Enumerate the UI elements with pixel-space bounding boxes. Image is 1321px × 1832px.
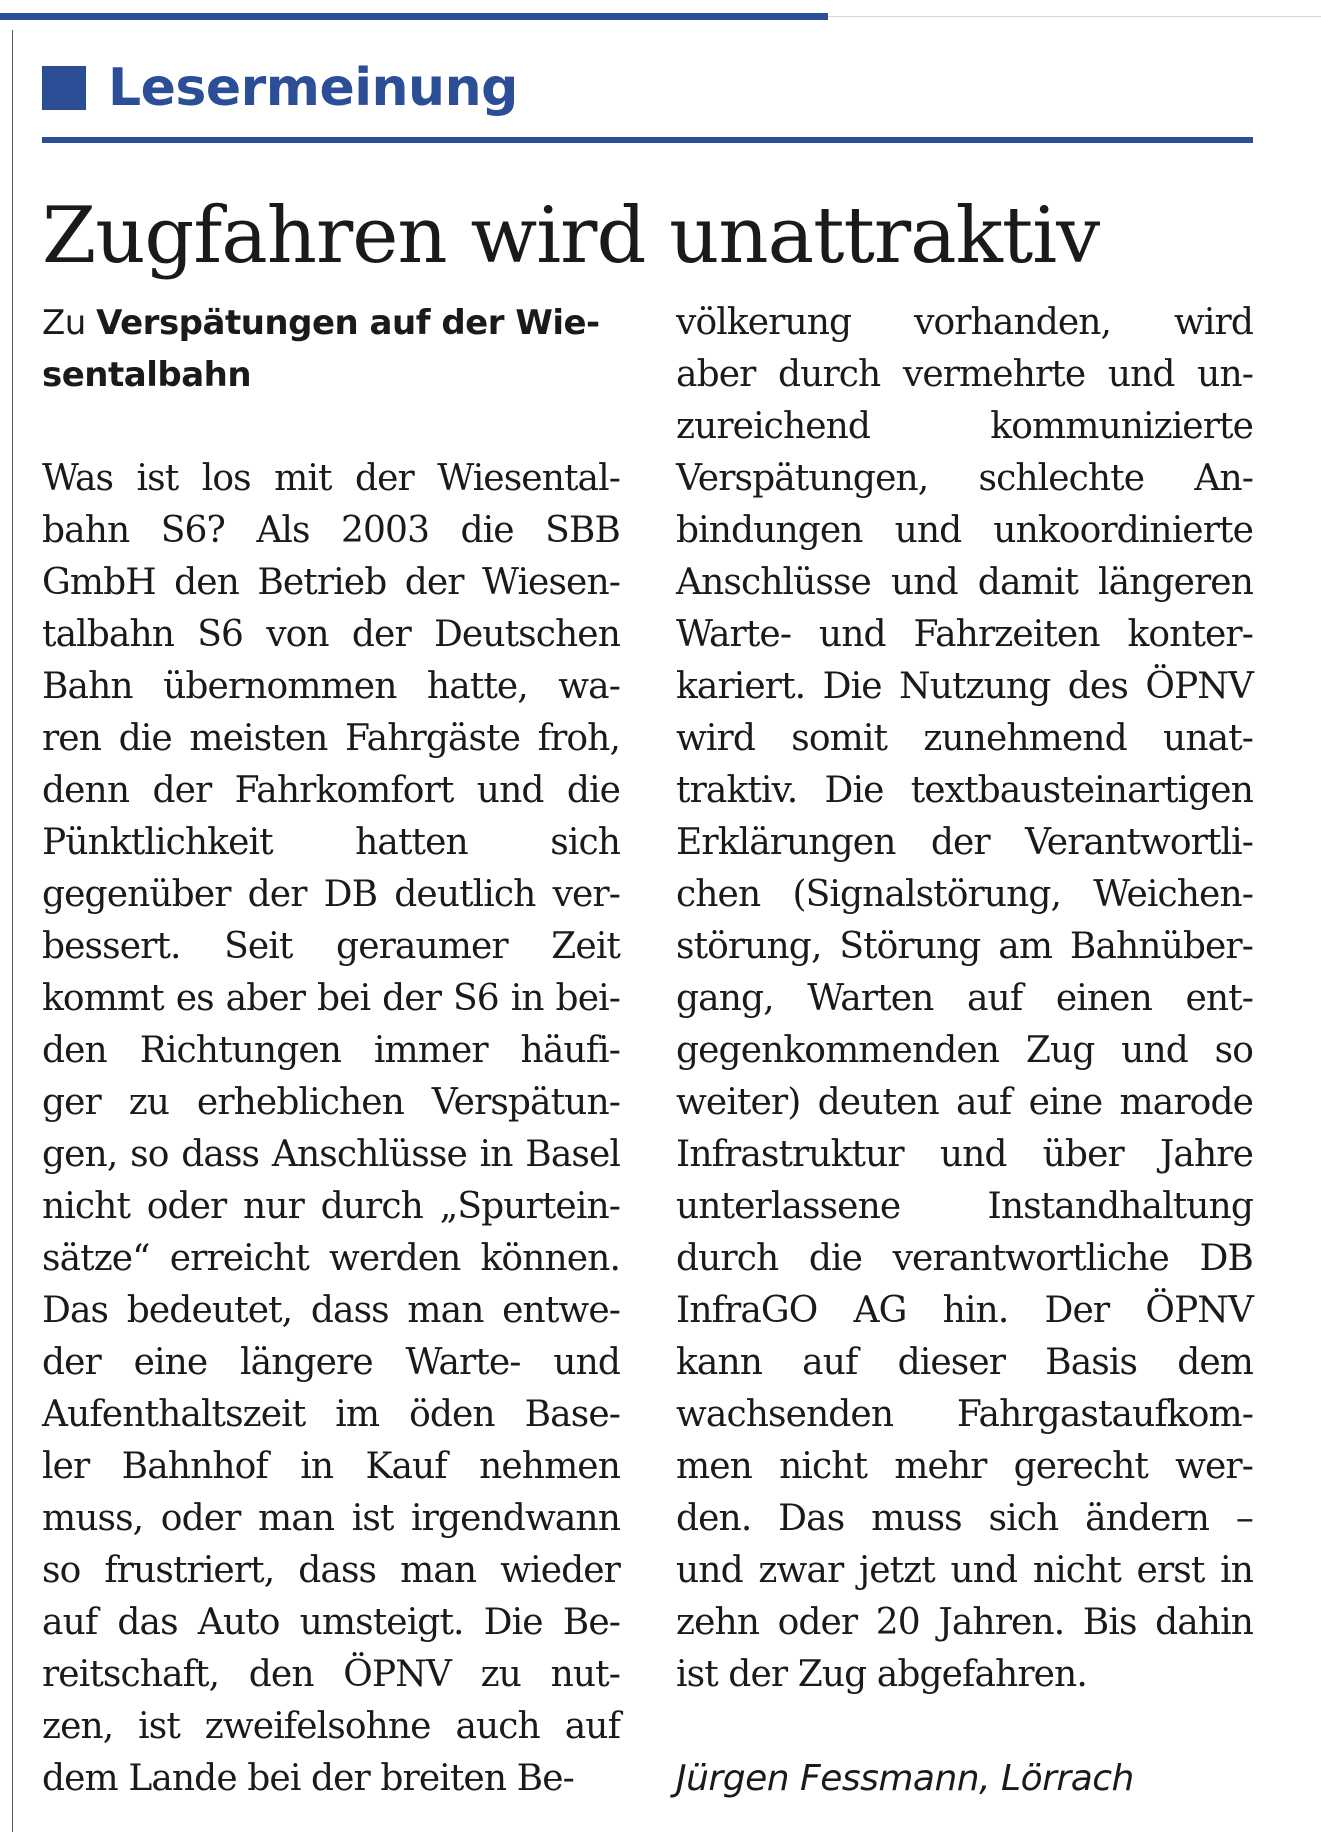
section-rubric bbox=[42, 48, 518, 128]
body-text-line: auf das Auto umsteigt. Die Be- bbox=[42, 1602, 620, 1643]
body-text-line: Verspätungen, schlechte An- bbox=[676, 458, 1253, 499]
body-text-line: bahn S6? Als 2003 die SBB bbox=[42, 510, 620, 551]
body-text-line: Erklärungen der Verantwortli- bbox=[676, 822, 1253, 863]
top-hairline bbox=[828, 16, 1321, 17]
article-subhead bbox=[42, 297, 620, 401]
body-text-line: wachsenden Fahrgastaufkom- bbox=[676, 1394, 1253, 1435]
article-body-right bbox=[676, 297, 1253, 1701]
body-text-line: Warte- und Fahrzeiten konter- bbox=[676, 614, 1253, 655]
article-headline: Zugfahren wird unattraktiv bbox=[42, 191, 1100, 281]
body-text-line: GmbH den Betrieb der Wiesen- bbox=[42, 562, 620, 603]
body-text-line: Bahn übernommen hatte, wa- bbox=[42, 666, 620, 707]
body-text-line: völkerung vorhanden, wird bbox=[676, 302, 1253, 343]
body-text-line: bessert. Seit geraumer Zeit bbox=[42, 926, 620, 967]
body-text-line: der eine längere Warte- und bbox=[42, 1342, 620, 1383]
body-text-line: gang, Warten auf einen ent- bbox=[676, 978, 1253, 1019]
body-text-line: Infrastruktur und über Jahre bbox=[676, 1134, 1253, 1175]
rubric-label: Lesermeinung bbox=[108, 58, 518, 118]
body-text-line: Das bedeutet, dass man entwe- bbox=[42, 1290, 620, 1331]
body-text-line: störung, Störung am Bahnüber- bbox=[676, 926, 1253, 967]
rubric-square-icon bbox=[42, 66, 86, 110]
body-text-line: so frustriert, dass man wieder bbox=[42, 1550, 620, 1591]
body-text-line: ist der Zug abgefahren. bbox=[676, 1654, 1087, 1695]
body-text-line: ren die meisten Fahrgäste froh, bbox=[42, 718, 620, 759]
article-author: Jürgen Fessmann, Lörrach bbox=[676, 1758, 1134, 1799]
body-text-line: kommt es aber bei der S6 in bei- bbox=[42, 978, 620, 1019]
body-text-line: Anschlüsse und damit längeren bbox=[676, 562, 1253, 603]
body-text-line: Pünktlichkeit hatten sich bbox=[42, 822, 620, 863]
body-text-line: aber durch vermehrte und un- bbox=[676, 354, 1253, 395]
body-text-line: unterlassene Instandhaltung bbox=[676, 1186, 1253, 1227]
body-text-line: zehn oder 20 Jahren. Bis dahin bbox=[676, 1602, 1253, 1643]
body-text-line: weiter) deuten auf eine marode bbox=[676, 1082, 1253, 1123]
body-text-line: gegenkommenden Zug und so bbox=[676, 1030, 1253, 1071]
body-text-line: und zwar jetzt und nicht erst in bbox=[676, 1550, 1253, 1591]
body-text-line: gen, so dass Anschlüsse in Basel bbox=[42, 1134, 620, 1175]
subhead-topic: Verspätungen auf der Wie- bbox=[96, 303, 600, 343]
body-text-line: den. Das muss sich ändern – bbox=[676, 1498, 1253, 1539]
body-text-line: nicht oder nur durch „Spurtein- bbox=[42, 1186, 620, 1227]
body-text-line: reitschaft, den ÖPNV zu nut- bbox=[42, 1654, 620, 1695]
body-text-line: men nicht mehr gerecht wer- bbox=[676, 1446, 1253, 1487]
body-text-line: ger zu erheblichen Verspätun- bbox=[42, 1082, 620, 1123]
body-text-line: chen (Signalstörung, Weichen- bbox=[676, 874, 1253, 915]
body-text-line: bindungen und unkoordinierte bbox=[676, 510, 1253, 551]
article-column-left bbox=[42, 297, 620, 1805]
body-text-line: talbahn S6 von der Deutschen bbox=[42, 614, 620, 655]
body-text-line: kann auf dieser Basis dem bbox=[676, 1342, 1253, 1383]
top-rule bbox=[0, 13, 828, 20]
body-text-line: durch die verantwortliche DB bbox=[676, 1238, 1253, 1279]
body-text-line: kariert. Die Nutzung des ÖPNV bbox=[676, 666, 1253, 707]
article-column-right bbox=[676, 297, 1253, 1805]
body-text-line: gegenüber der DB deutlich ver- bbox=[42, 874, 620, 915]
body-text-line: ler Bahnhof in Kauf nehmen bbox=[42, 1446, 620, 1487]
body-text-line: muss, oder man ist irgendwann bbox=[42, 1498, 620, 1539]
body-text-line: traktiv. Die textbausteinartigen bbox=[676, 770, 1253, 811]
article-body-left bbox=[42, 453, 620, 1805]
body-text-line: Was ist los mit der Wiesental- bbox=[42, 458, 620, 499]
body-text-line: dem Lande bei der breiten Be- bbox=[42, 1758, 574, 1799]
rubric-underline bbox=[42, 137, 1253, 143]
body-text-line: sätze“ erreicht werden können. bbox=[42, 1238, 620, 1279]
body-text-line: zen, ist zweifelsohne auch auf bbox=[42, 1706, 620, 1747]
body-text-line: Aufenthaltszeit im öden Base- bbox=[42, 1394, 620, 1435]
body-text-line: den Richtungen immer häufi- bbox=[42, 1030, 620, 1071]
body-text-line: zureichend kommunizierte bbox=[676, 406, 1253, 447]
body-text-line: wird somit zunehmend unat- bbox=[676, 718, 1253, 759]
subhead-topic-continued: sentalbahn bbox=[42, 355, 252, 395]
page-edge-line bbox=[12, 30, 13, 1832]
body-text-line: InfraGO AG hin. Der ÖPNV bbox=[676, 1290, 1253, 1331]
subhead-lead: Zu bbox=[42, 303, 97, 343]
body-text-line: denn der Fahrkomfort und die bbox=[42, 770, 620, 811]
